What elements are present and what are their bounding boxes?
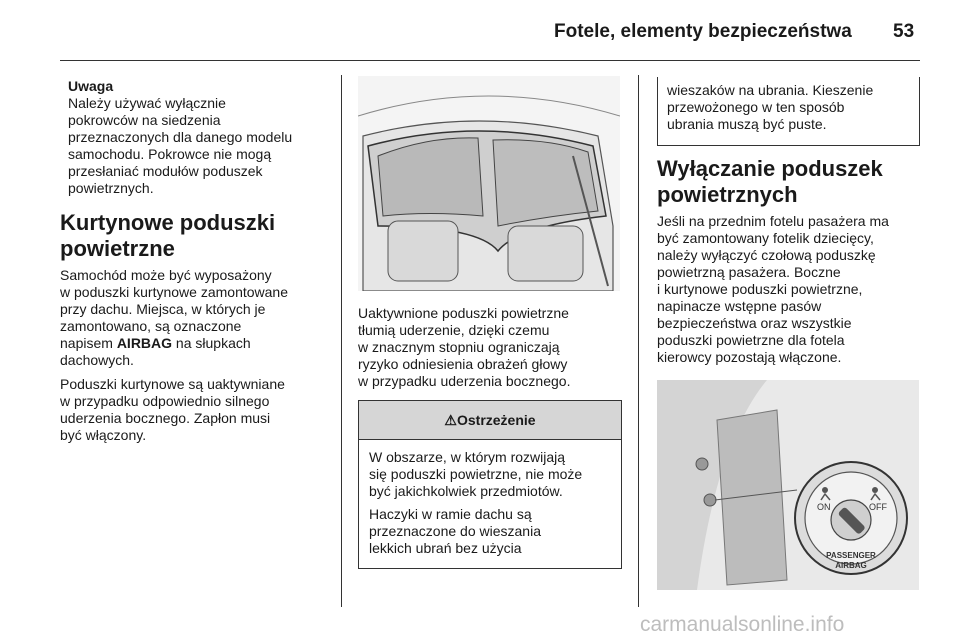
paragraph-line: powietrzną pasażera. Boczne (657, 264, 841, 280)
note-line: Należy używać wyłącznie (68, 95, 226, 111)
warning-line: się poduszki powietrzne, nie może (369, 466, 583, 482)
curtain-airbag-illustration (358, 76, 620, 291)
section-heading-line: Kurtynowe poduszki (60, 210, 276, 235)
paragraph-line: należy wyłączyć czołową poduszkę (657, 247, 876, 263)
paragraph-line: Samochód może być wyposażony (60, 267, 272, 283)
paragraph-line: dachowych. (60, 352, 134, 368)
switch-label-passenger: PASSENGER (826, 551, 876, 560)
section-airbag-deactivation (657, 156, 922, 366)
warning-line: przeznaczone do wieszania (369, 523, 541, 539)
warning-body (359, 440, 621, 557)
column-divider-1 (341, 75, 342, 607)
warning-title: Ostrzeżenie (456, 412, 536, 428)
warning-triangle-icon: ⚠ (444, 411, 457, 428)
note-line: samochodu. Pokrowce nie mogą (68, 146, 272, 162)
switch-on-label: ON (817, 502, 831, 512)
airbag-label: AIRBAG (116, 335, 173, 351)
paragraph-line (60, 335, 335, 352)
paragraph-line: bezpieczeństwa oraz wszystkie (657, 315, 852, 331)
header-rule (60, 60, 920, 61)
switch-off-label: OFF (869, 502, 887, 512)
warning-paragraph (369, 506, 611, 557)
section-heading-line: powietrznych (657, 182, 798, 207)
warning-line: być jakichkolwiek przedmiotów. (369, 483, 563, 499)
paragraph-line: kierowcy pozostają włączone. (657, 349, 842, 365)
watermark: carmanualsonline.info (640, 613, 845, 636)
warning-paragraph (369, 449, 611, 500)
note-title: Uwaga (68, 78, 114, 94)
warning-header (359, 400, 621, 440)
paragraph-line: być włączony. (60, 427, 147, 443)
text-run: na słupkach (172, 335, 251, 351)
paragraph-line: przy dachu. Miejsca, w których je (60, 301, 266, 317)
continuation-text (667, 82, 910, 133)
paragraph-line: uderzenia bocznego. Zapłon musi (60, 410, 271, 426)
section-curtain-airbags (60, 210, 335, 444)
paragraph-line: napinacze wstępne pasów (657, 298, 822, 314)
paragraph-line: poduszki powietrzne dla fotela (657, 332, 845, 348)
warning-line: W obszarze, w którym rozwijają (369, 449, 566, 465)
note-line: pokrowców na siedzenia (68, 112, 221, 128)
column-divider-2 (638, 75, 639, 607)
note-line: przesłaniać modułów poduszek (68, 163, 263, 179)
paragraph-line: Jeśli na przednim fotelu pasażera ma (657, 213, 889, 229)
car-interior-drawing (358, 76, 620, 291)
paragraph-line: w poduszki kurtynowe zamontowane (60, 284, 289, 300)
airbag-switch-illustration (657, 380, 919, 590)
warning-line: Haczyki w ramie dachu są (369, 506, 532, 522)
caption-line: ryzyko odniesienia obrażeń głowy (358, 356, 568, 372)
middle-caption (358, 305, 620, 390)
page-number: 53 (893, 21, 915, 42)
warning-continuation-box (657, 77, 920, 146)
paragraph-line: i kurtynowe poduszki powietrzne, (657, 281, 863, 297)
caption-line: tłumią uderzenie, dzięki czemu (358, 322, 550, 338)
section-heading-line: powietrzne (60, 236, 175, 261)
airbag-switch-drawing (657, 380, 919, 590)
section-heading-line: Wyłączanie poduszek (657, 156, 883, 181)
warning-box (358, 400, 622, 569)
paragraph-line: być zamontowany fotelik dziecięcy, (657, 230, 874, 246)
caption-line: w przypadku uderzenia bocznego. (358, 373, 571, 389)
caption-line: w znacznym stopniu ograniczają (358, 339, 560, 355)
continuation-line: przewożonego w ten sposób (667, 99, 845, 115)
page-header (0, 0, 960, 60)
paragraph-line: w przypadku odpowiednio silnego (60, 393, 270, 409)
paragraph-line: zamontowano, są oznaczone (60, 318, 242, 334)
text-run: napisem (60, 335, 117, 351)
caption-line: Uaktywnione poduszki powietrzne (358, 305, 569, 321)
paragraph-line: Poduszki kurtynowe są uaktywniane (60, 376, 285, 392)
note-box (68, 78, 333, 197)
note-line: powietrznych. (68, 180, 154, 196)
warning-line: lekkich ubrań bez użycia (369, 540, 522, 556)
switch-label-airbag: AIRBAG (835, 561, 867, 570)
continuation-line: ubrania muszą być puste. (667, 116, 827, 132)
header-title: Fotele, elementy bezpieczeństwa (554, 21, 852, 42)
continuation-line: wieszaków na ubrania. Kieszenie (667, 82, 874, 98)
note-line: przeznaczonych dla danego modelu (68, 129, 293, 145)
